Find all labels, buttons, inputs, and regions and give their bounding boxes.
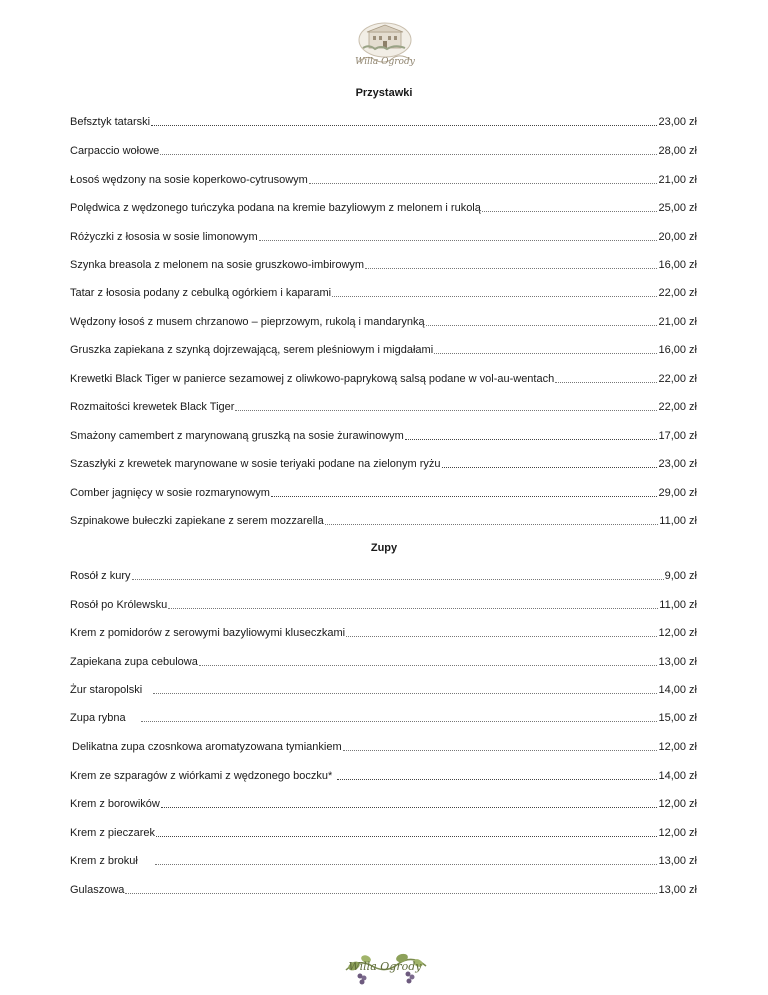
dot-leader bbox=[337, 779, 657, 780]
menu-item-row bbox=[72, 738, 697, 754]
menu-item-row bbox=[70, 596, 697, 612]
section-title-zupy: Zupy bbox=[370, 542, 398, 554]
dot-leader bbox=[271, 496, 658, 497]
menu-item-row bbox=[70, 653, 697, 669]
dot-leader bbox=[161, 807, 658, 808]
menu-item-row bbox=[70, 171, 697, 187]
menu-item-price: 16,00 zł bbox=[658, 344, 697, 356]
menu-item-row bbox=[70, 228, 697, 244]
menu-item-price: 11,00 zł bbox=[659, 515, 697, 527]
svg-text:Willa Ogrody: Willa Ogrody bbox=[348, 960, 422, 973]
dot-leader bbox=[199, 665, 658, 666]
menu-item-price: 12,00 zł bbox=[658, 798, 697, 810]
svg-text:Willa Ogrody: Willa Ogrody bbox=[355, 57, 415, 67]
menu-item-price: 17,00 zł bbox=[658, 430, 697, 442]
dot-leader bbox=[325, 524, 659, 525]
menu-item-row bbox=[70, 567, 697, 583]
menu-item-price: 22,00 zł bbox=[658, 287, 697, 299]
menu-item-name: Krem z pomidorów z serowymi bazyliowymi kluseczkami bbox=[70, 627, 346, 639]
villa-logo-top bbox=[345, 18, 425, 74]
menu-item-price: 20,00 zł bbox=[658, 231, 697, 243]
section-title-przystawki: Przystawki bbox=[355, 87, 413, 99]
menu-item-row bbox=[70, 881, 697, 897]
menu-item-row bbox=[70, 199, 697, 215]
menu-item-name: Szpinakowe bułeczki zapiekane z serem mozzarella bbox=[70, 515, 324, 527]
dot-leader bbox=[155, 864, 658, 865]
dot-leader bbox=[343, 750, 658, 751]
grapevine-logo-icon bbox=[338, 944, 432, 990]
dot-leader bbox=[168, 608, 658, 609]
menu-item-row bbox=[70, 313, 697, 329]
menu-item-name: Gulaszowa bbox=[70, 884, 125, 896]
menu-item-price: 21,00 zł bbox=[658, 316, 697, 328]
menu-item-price: 12,00 zł bbox=[658, 627, 697, 639]
menu-item-name: Krem z borowików bbox=[70, 798, 160, 810]
menu-item-price: 29,00 zł bbox=[658, 487, 697, 499]
dot-leader bbox=[434, 353, 657, 354]
dot-leader bbox=[141, 721, 658, 722]
menu-item-name: Polędwica z wędzonego tuńczyka podana na kremie bazyliowym z melonem i rukolą bbox=[70, 202, 481, 214]
dot-leader bbox=[309, 183, 658, 184]
dot-leader bbox=[156, 836, 657, 837]
dot-leader bbox=[125, 893, 657, 894]
menu-item-name: Łosoś wędzony na sosie koperkowo-cytrusowym bbox=[70, 174, 308, 186]
menu-item-name: Rosół po Królewsku bbox=[70, 599, 168, 611]
menu-item-price: 21,00 zł bbox=[658, 174, 697, 186]
menu-item-row bbox=[70, 681, 697, 697]
menu-item-name: Zupa rybna bbox=[70, 712, 126, 724]
menu-item-row bbox=[70, 341, 697, 357]
menu-item-name: Zapiekana zupa cebulowa bbox=[70, 656, 198, 668]
menu-item-price: 28,00 zł bbox=[658, 145, 697, 157]
menu-item-row bbox=[70, 398, 697, 414]
menu-item-price: 9,00 zł bbox=[664, 570, 697, 582]
menu-item-price: 12,00 zł bbox=[658, 741, 697, 753]
menu-item-price: 22,00 zł bbox=[658, 401, 697, 413]
menu-item-name: Szynka breasola z melonem na sosie gruszkowo-imbirowym bbox=[70, 259, 365, 271]
menu-item-price: 12,00 zł bbox=[658, 827, 697, 839]
menu-item-name: Szaszłyki z krewetek marynowane w sosie teriyaki podane na zielonym ryżu bbox=[70, 458, 441, 470]
menu-item-row bbox=[70, 512, 697, 528]
dot-leader bbox=[153, 693, 657, 694]
dot-leader bbox=[346, 636, 657, 637]
menu-item-name: Krem z brokuł bbox=[70, 855, 138, 867]
menu-item-name: Krem z pieczarek bbox=[70, 827, 155, 839]
dot-leader bbox=[332, 296, 657, 297]
menu-item-row bbox=[70, 624, 697, 640]
dot-leader bbox=[442, 467, 658, 468]
menu-item-price: 14,00 zł bbox=[658, 684, 697, 696]
dot-leader bbox=[482, 211, 658, 212]
menu-item-name: Befsztyk tatarski bbox=[70, 116, 151, 128]
menu-item-row bbox=[70, 455, 697, 471]
menu-item-name: Krewetki Black Tiger w panierce sezamowej z oliwkowo-paprykową salsą podane w vol-au-wentach bbox=[70, 373, 555, 385]
dot-leader bbox=[555, 382, 657, 383]
dot-leader bbox=[405, 439, 658, 440]
menu-item-name: Gruszka zapiekana z szynką dojrzewającą, serem pleśniowym i migdałami bbox=[70, 344, 434, 356]
menu-item-name: Żur staropolski bbox=[70, 684, 143, 696]
menu-item-name: Krem ze szparagów z wiórkami z wędzonego boczku* bbox=[70, 770, 333, 782]
menu-item-row bbox=[70, 852, 697, 868]
dot-leader bbox=[151, 125, 657, 126]
menu-item-row bbox=[70, 709, 697, 725]
menu-item-name: Rosół z kury bbox=[70, 570, 131, 582]
menu-item-price: 23,00 zł bbox=[658, 116, 697, 128]
menu-item-name: Tatar z łososia podany z cebulką ogórkiem i kaparami bbox=[70, 287, 332, 299]
menu-item-row bbox=[70, 824, 697, 840]
menu-item-row bbox=[70, 795, 697, 811]
dot-leader bbox=[235, 410, 657, 411]
menu-item-price: 15,00 zł bbox=[658, 712, 697, 724]
menu-item-name: Wędzony łosoś z musem chrzanowo – pieprzowym, rukolą i mandarynką bbox=[70, 316, 425, 328]
menu-item-price: 22,00 zł bbox=[658, 373, 697, 385]
menu-item-price: 16,00 zł bbox=[658, 259, 697, 271]
menu-item-row bbox=[70, 370, 697, 386]
dot-leader bbox=[160, 154, 657, 155]
menu-item-row bbox=[70, 256, 697, 272]
dot-leader bbox=[426, 325, 658, 326]
menu-item-price: 13,00 zł bbox=[658, 884, 697, 896]
menu-item-row bbox=[70, 484, 697, 500]
dot-leader bbox=[365, 268, 657, 269]
menu-item-name: Carpaccio wołowe bbox=[70, 145, 160, 157]
menu-item-name: Rozmaitości krewetek Black Tiger bbox=[70, 401, 235, 413]
menu-item-price: 25,00 zł bbox=[658, 202, 697, 214]
menu-item-row bbox=[70, 142, 697, 158]
menu-item-price: 11,00 zł bbox=[659, 599, 697, 611]
menu-item-name: Comber jagnięcy w sosie rozmarynowym bbox=[70, 487, 270, 499]
villa-logo-bottom bbox=[338, 944, 432, 990]
menu-item-price: 23,00 zł bbox=[658, 458, 697, 470]
menu-item-price: 13,00 zł bbox=[658, 656, 697, 668]
menu-item-row bbox=[70, 767, 697, 783]
menu-item-row bbox=[70, 427, 697, 443]
menu-item-row bbox=[70, 113, 697, 129]
villa-building-icon bbox=[345, 18, 425, 74]
menu-item-price: 14,00 zł bbox=[658, 770, 697, 782]
dot-leader bbox=[132, 579, 664, 580]
menu-item-name: Delikatna zupa czosnkowa aromatyzowana tymiankiem bbox=[72, 741, 342, 753]
menu-item-name: Smażony camembert z marynowaną gruszką na sosie żurawinowym bbox=[70, 430, 404, 442]
menu-item-name: Różyczki z łososia w sosie limonowym bbox=[70, 231, 258, 243]
dot-leader bbox=[259, 240, 658, 241]
menu-item-price: 13,00 zł bbox=[658, 855, 697, 867]
menu-item-row bbox=[70, 284, 697, 300]
